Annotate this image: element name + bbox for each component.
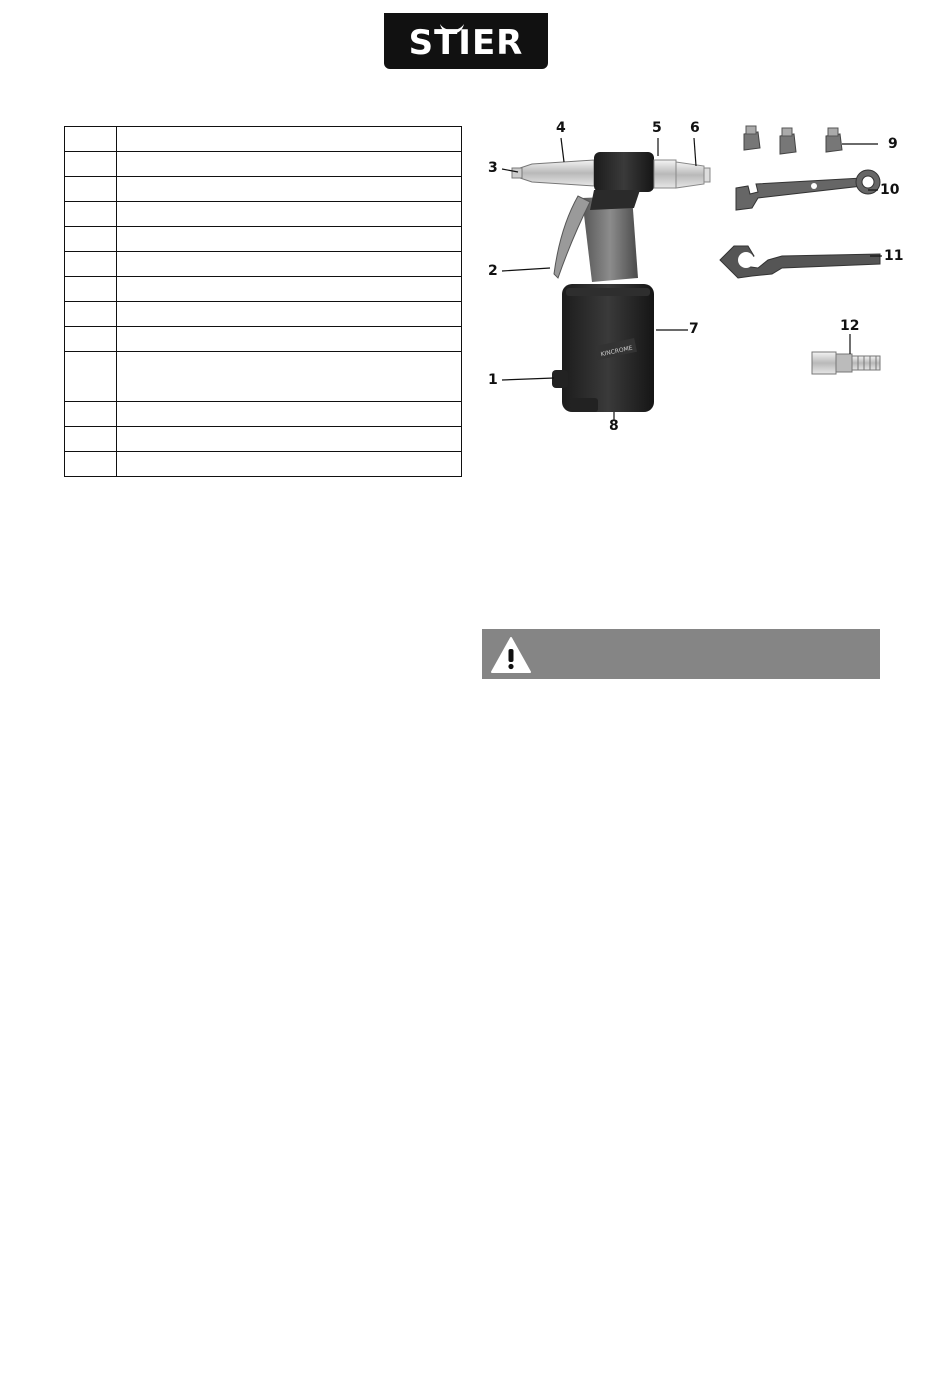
callout-7: 7 (689, 321, 699, 337)
table-cell-number (65, 127, 117, 152)
table-row (65, 202, 462, 227)
table-row (65, 352, 462, 402)
callout-6: 6 (690, 120, 700, 136)
nozzle-set (744, 126, 842, 154)
table-cell-number (65, 402, 117, 427)
table-cell-description (117, 227, 462, 252)
callout-12: 12 (840, 318, 860, 334)
table-row (65, 152, 462, 177)
table-row (65, 277, 462, 302)
callout-9: 9 (888, 136, 898, 152)
table-row (65, 452, 462, 477)
table-cell-description (117, 127, 462, 152)
table-row (65, 302, 462, 327)
table-cell-number (65, 352, 117, 402)
table-cell-number (65, 302, 117, 327)
rivet-gun-illustration (482, 98, 914, 458)
table-cell-description (117, 452, 462, 477)
callout-4: 4 (556, 120, 566, 136)
table-cell-number (65, 277, 117, 302)
table-cell-description (117, 327, 462, 352)
table-cell-number (65, 452, 117, 477)
table-cell-number (65, 327, 117, 352)
table-cell-number (65, 227, 117, 252)
callout-10: 10 (880, 182, 900, 198)
warning-triangle-icon (490, 636, 532, 674)
table-cell-number (65, 177, 117, 202)
table-cell-description (117, 302, 462, 327)
table-cell-number (65, 152, 117, 177)
table-row (65, 127, 462, 152)
wrench-11 (720, 246, 880, 278)
brand-logo (384, 13, 548, 69)
table-cell-description (117, 252, 462, 277)
logo-text: STIER (408, 23, 524, 63)
table-cell-number (65, 252, 117, 277)
wrench-10 (736, 170, 880, 210)
table-cell-description (117, 402, 462, 427)
table-cell-description (117, 427, 462, 452)
table-row (65, 402, 462, 427)
tool-brand-label: KINCROME (600, 344, 634, 359)
table-row (65, 177, 462, 202)
table-cell-description (117, 352, 462, 402)
table-row (65, 327, 462, 352)
table-cell-description (117, 202, 462, 227)
product-figure (482, 98, 914, 458)
table-cell-number (65, 202, 117, 227)
parts-table (64, 126, 462, 477)
rivet-gun (512, 152, 710, 412)
callout-5: 5 (652, 120, 662, 136)
callout-8: 8 (609, 418, 619, 434)
table-row (65, 227, 462, 252)
callout-2: 2 (488, 263, 498, 279)
warning-banner (482, 629, 880, 679)
table-row (65, 427, 462, 452)
table-cell-description (117, 152, 462, 177)
air-coupler (812, 352, 880, 374)
table-cell-number (65, 427, 117, 452)
table-cell-description (117, 277, 462, 302)
callout-3: 3 (488, 160, 498, 176)
callout-1: 1 (488, 372, 498, 388)
table-row (65, 252, 462, 277)
table-cell-description (117, 177, 462, 202)
callout-11: 11 (884, 248, 904, 264)
